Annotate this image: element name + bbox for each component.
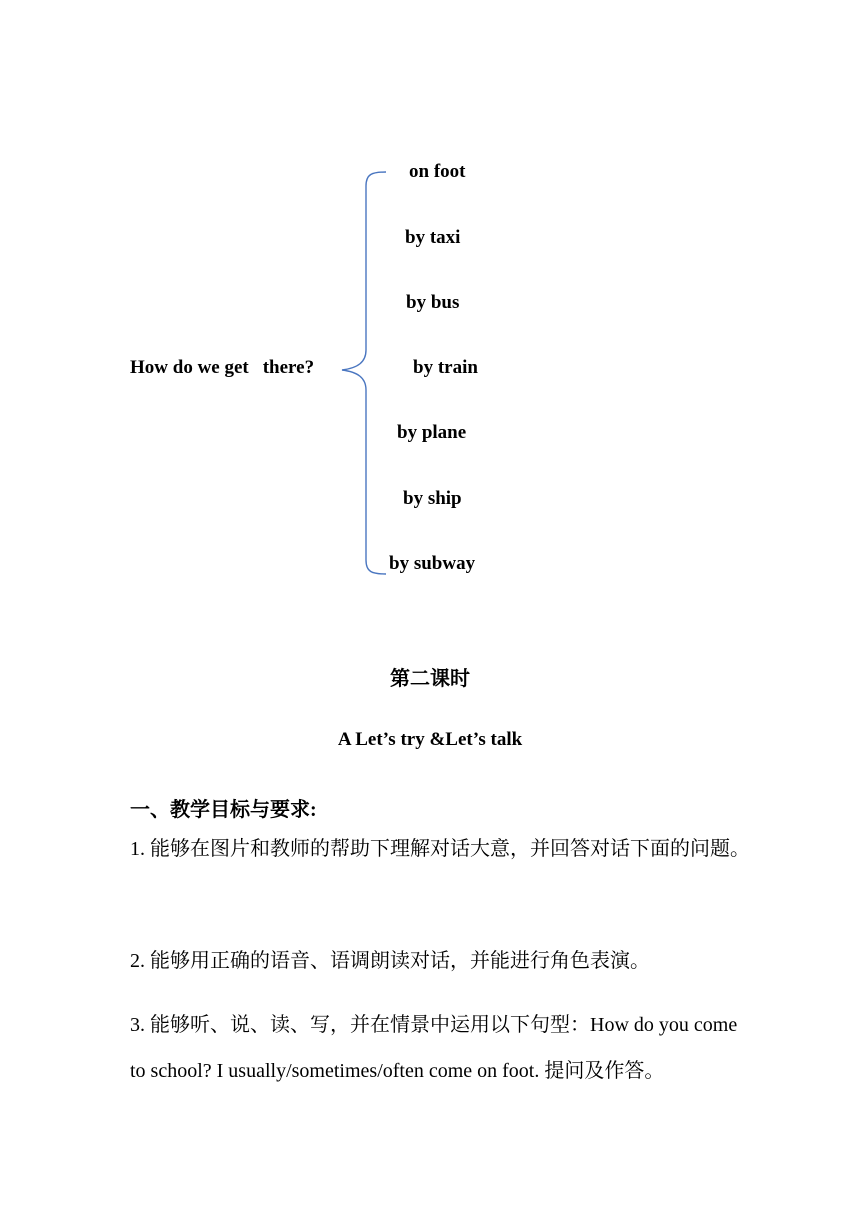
objective-item-3: 3. 能够听、说、读、写，并在情景中运用以下句型：How do you come to school? I usually/sometimes/often come on foot. 提问及作答。	[130, 1014, 738, 1082]
mode-by-bus: by bus	[406, 292, 460, 313]
mode-by-taxi: by taxi	[405, 227, 461, 248]
mode-by-plane: by plane	[397, 422, 467, 443]
section-heading: 一、教学目标与要求:	[130, 799, 317, 821]
mode-by-train: by train	[413, 357, 478, 378]
question-part-2: there?	[262, 357, 315, 378]
lesson-subtitle: A Let’s try &Let’s talk	[337, 729, 523, 750]
mode-by-subway: by subway	[389, 553, 476, 574]
curly-brace-icon	[336, 164, 396, 584]
mode-by-ship: by ship	[403, 488, 462, 509]
objective-item-2: 2. 能够用正确的语音、语调朗读对话，并能进行角色表演。	[130, 950, 650, 972]
lesson-title: 第二课时	[390, 668, 470, 690]
mode-on-foot: on foot	[409, 161, 466, 182]
question-part-1: How do we get	[130, 357, 249, 378]
objective-item-1: 1. 能够在图片和教师的帮助下理解对话大意，并回答对话下面的问题。	[130, 838, 750, 860]
diagram-question	[130, 357, 314, 379]
